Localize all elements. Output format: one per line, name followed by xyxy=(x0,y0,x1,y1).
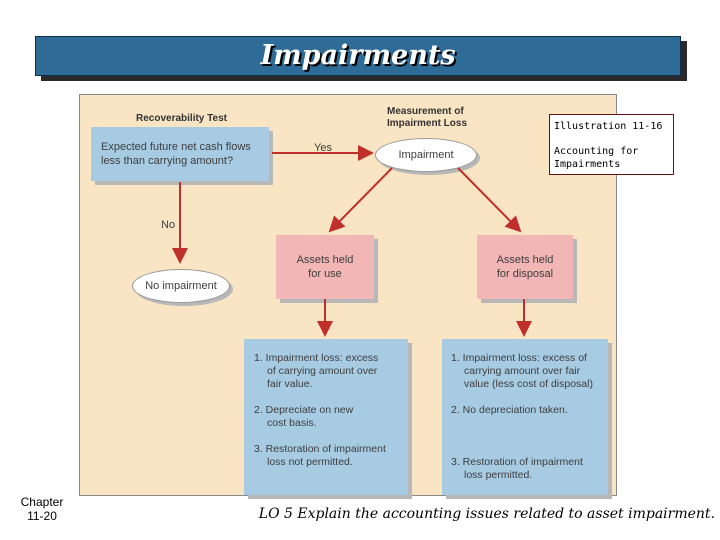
recoverability-header: Recoverability Test xyxy=(136,113,227,124)
illustration-label xyxy=(549,114,674,175)
held-for-use-line1: Assets held xyxy=(296,254,354,266)
illustration-number: Illustration 11-16 xyxy=(554,121,663,132)
chapter-line1: Chapter xyxy=(20,495,64,509)
question-line1: Expected future net cash flows xyxy=(101,141,251,153)
slide-title: Impairments xyxy=(260,40,456,71)
chapter-label xyxy=(10,495,74,523)
held-for-use-line2: for use xyxy=(308,268,342,280)
measurement-header-line2: Impairment Loss xyxy=(387,118,468,129)
use-step-2: 2. Depreciate on new cost basis. xyxy=(254,404,354,429)
learning-objective-footer: LO 5 Explain the accounting issues related to asset impairment. xyxy=(258,506,715,522)
yes-label: Yes xyxy=(314,142,332,154)
to-use-arrow xyxy=(330,168,392,231)
disposal-step-2: 2. No depreciation taken. xyxy=(451,404,568,416)
disposal-step-3: 3. Restoration of impairment loss permitted. xyxy=(451,456,583,481)
illustration-spacer xyxy=(554,133,669,145)
to-disposal-arrow xyxy=(458,168,520,231)
illustration-caption: Accounting for Impairments xyxy=(554,146,639,170)
chapter-line2: 11-20 xyxy=(27,509,57,523)
question-line2: less than carrying amount? xyxy=(101,155,234,167)
use-step-1: 1. Impairment loss: excess of carrying amount over fair value. xyxy=(254,352,379,390)
measurement-header-line1: Measurement of xyxy=(387,106,464,117)
use-step-3: 3. Restoration of impairment loss not permitted. xyxy=(254,443,386,468)
disposal-step-1: 1. Impairment loss: excess of carrying amount over fair value (less cost of disposal) xyxy=(451,352,593,390)
no-impairment-oval: No impairment xyxy=(132,269,230,303)
impairment-oval: Impairment xyxy=(375,138,477,172)
no-label: No xyxy=(161,219,176,231)
held-for-disposal-line1: Assets held xyxy=(496,254,554,266)
held-for-disposal-line2: for disposal xyxy=(496,268,554,280)
